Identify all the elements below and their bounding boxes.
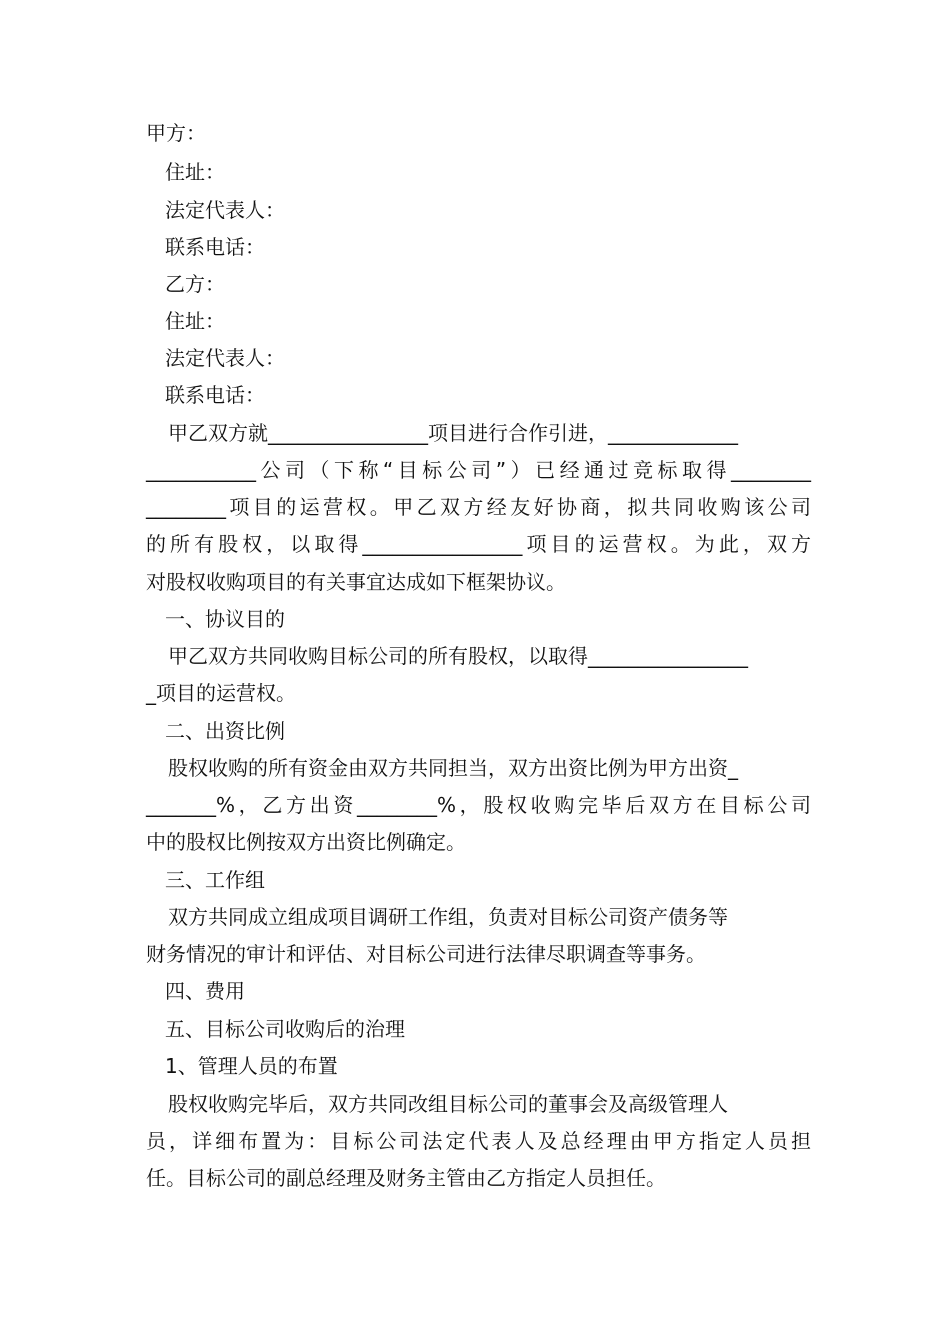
party-a-address: 住址：: [165, 160, 225, 184]
section-heading: 二、出资比例: [165, 719, 285, 743]
section-body-line: 甲乙双方共同收购目标公司的所有股权，以取得________________: [168, 644, 748, 668]
section-body-line: 任。目标公司的副总经理及财务主管由乙方指定人员担任。: [146, 1166, 666, 1190]
section-heading: 四、费用: [165, 979, 245, 1003]
preamble-line: ___________公司（下称“目标公司”）已经通过竞标取得________: [146, 458, 811, 482]
section-body-line: 双方共同成立组成项目调研工作组，负责对目标公司资产债务等: [168, 905, 728, 929]
preamble-line: 甲乙双方就________________项目进行合作引进，_____________: [168, 421, 738, 445]
party-b-address: 住址：: [165, 309, 225, 333]
section-body-line: 财务情况的审计和评估、对目标公司进行法律尽职调查等事务。: [146, 942, 706, 966]
preamble-line: 对股权收购项目的有关事宜达成如下框架协议。: [146, 570, 566, 594]
section-body-line: _______%，乙方出资________%，股权收购完毕后双方在目标公司: [146, 793, 811, 817]
section-body-line: 股权收购的所有资金由双方共同担当，双方出资比例为甲方出资_: [168, 756, 738, 780]
party-a-legal-rep: 法定代表人：: [165, 198, 285, 222]
party-b-legal-rep: 法定代表人：: [165, 346, 285, 370]
preamble-line: 的所有股权，以取得________________项目的运营权。为此，双方: [146, 532, 811, 556]
section-heading: 三、工作组: [165, 868, 265, 892]
section-heading: 一、协议目的: [165, 607, 285, 631]
subsection-heading: 1、管理人员的布置: [165, 1054, 338, 1078]
party-a-phone: 联系电话：: [165, 235, 265, 259]
party-a-label: 甲方：: [146, 121, 206, 145]
section-body-line: _项目的运营权。: [146, 681, 296, 705]
section-body-line: 员，详细布置为：目标公司法定代表人及总经理由甲方指定人员担: [146, 1129, 811, 1153]
preamble-line: ________项目的运营权。甲乙双方经友好协商，拟共同收购该公司: [146, 495, 811, 519]
section-body-line: 股权收购完毕后，双方共同改组目标公司的董事会及高级管理人: [168, 1092, 728, 1116]
section-body-line: 中的股权比例按双方出资比例确定。: [146, 830, 466, 854]
party-b-label: 乙方：: [165, 272, 225, 296]
section-heading: 五、目标公司收购后的治理: [165, 1017, 405, 1041]
party-b-phone: 联系电话：: [165, 383, 265, 407]
